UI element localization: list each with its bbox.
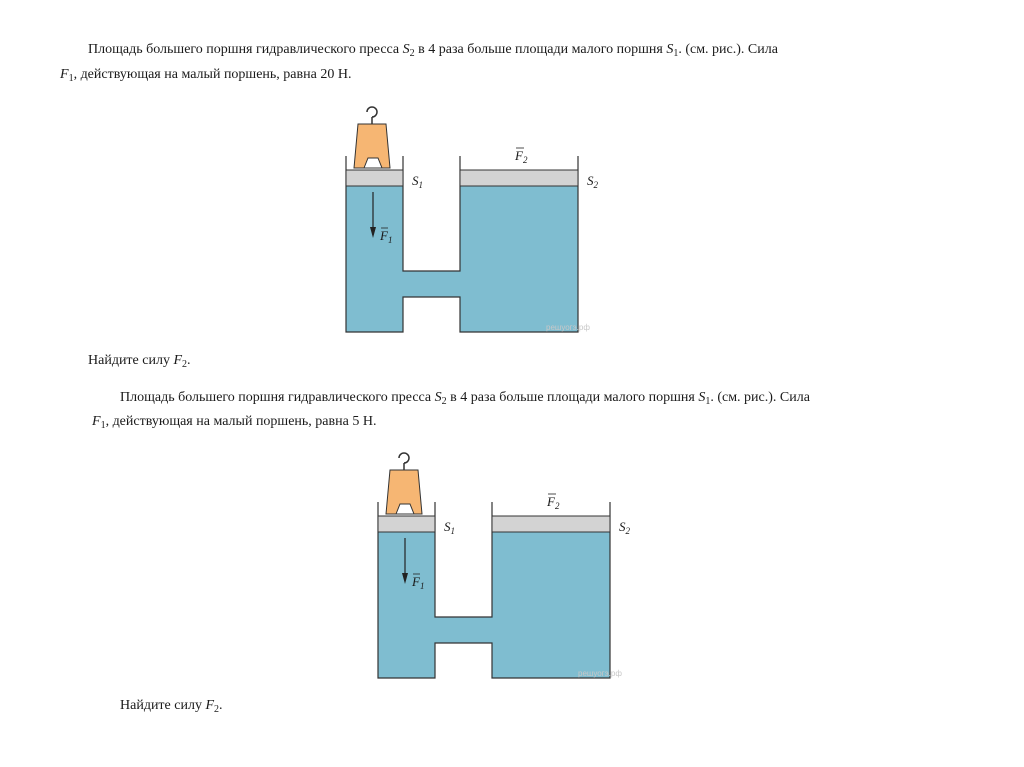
problem2-line1: Площадь большего поршня гидравлического пресса $S_2$ в 4 раза больше площади малого поршня $S_1$. (см. рис.). Сила bbox=[120, 390, 810, 407]
svg-text:F2: $F_2$ bbox=[547, 494, 560, 511]
svg-text:решуогэ.рф: решуогэ.рф bbox=[546, 323, 590, 332]
weight-icon bbox=[354, 107, 390, 168]
svg-text:решуогэ.рф: решуогэ.рф bbox=[578, 669, 622, 678]
problem2-question: Найдите силу $F_2$. bbox=[120, 698, 223, 715]
problem1-line2: $F_1$, действующая на малый поршень, равна 20 Н. bbox=[60, 67, 352, 84]
problem2-line2: $F_1$, действующая на малый поршень, равна 5 Н. bbox=[92, 414, 377, 431]
svg-text:S1: $S_1$ bbox=[444, 519, 455, 536]
large-piston bbox=[460, 170, 578, 186]
problem1-line1: Площадь большего поршня гидравлического пресса $S_2$ в 4 раза больше площади малого поршня $S_1$. (см. рис.). Сила bbox=[88, 42, 778, 59]
svg-text:S2: $S_2$ bbox=[587, 173, 598, 190]
large-piston bbox=[492, 516, 610, 532]
svg-text:S2: $S_2$ bbox=[619, 519, 630, 536]
svg-text:F1: $F_1$ bbox=[412, 574, 425, 591]
liquid bbox=[378, 532, 610, 678]
svg-text:S1: $S_1$ bbox=[412, 173, 423, 190]
svg-text:F2: $F_2$ bbox=[515, 148, 528, 165]
small-piston bbox=[346, 170, 403, 186]
svg-text:F1: $F_1$ bbox=[380, 228, 393, 245]
hydraulic-press-figure-2 bbox=[372, 446, 652, 686]
problem1-question: Найдите силу $F_2$. bbox=[88, 353, 191, 370]
weight-icon bbox=[386, 453, 422, 514]
hydraulic-press-figure-1 bbox=[340, 100, 620, 335]
small-piston bbox=[378, 516, 435, 532]
liquid bbox=[346, 186, 578, 332]
